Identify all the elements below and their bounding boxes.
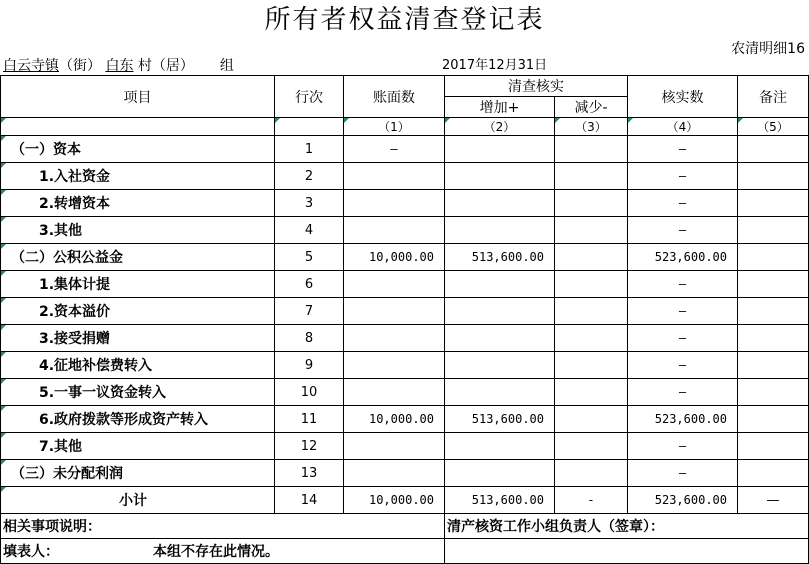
org-village: 白东 xyxy=(105,58,134,74)
col-book-header: 账面数 xyxy=(344,76,445,118)
cell-decrease xyxy=(555,190,628,217)
cell-increase: 513,600.00 xyxy=(445,487,555,514)
cell-row: 5 xyxy=(275,244,344,271)
cell-item: 1.集体计提 xyxy=(1,271,275,298)
cell-verified: — xyxy=(628,217,738,244)
num-item xyxy=(1,118,275,136)
filler-right xyxy=(445,539,809,564)
cell-book xyxy=(344,163,445,190)
notes-label: 相关事项说明： xyxy=(1,514,445,539)
cell-decrease xyxy=(555,271,628,298)
num-increase: （2） xyxy=(445,118,555,136)
cell-book xyxy=(344,433,445,460)
cell-decrease xyxy=(555,460,628,487)
cell-item: 小计 xyxy=(1,487,275,514)
table-row xyxy=(1,244,809,271)
cell-row: 8 xyxy=(275,325,344,352)
table-row xyxy=(1,190,809,217)
org-group-suffix: 组 xyxy=(219,58,234,74)
cell-decrease xyxy=(555,217,628,244)
cell-remark xyxy=(738,406,809,433)
col-increase-header: 增加+ xyxy=(445,97,555,118)
num-remark: （5） xyxy=(738,118,809,136)
cell-book xyxy=(344,190,445,217)
filler-cell xyxy=(1,539,445,564)
table-row xyxy=(1,325,809,352)
cell-verified: 523,600.00 xyxy=(628,406,738,433)
table-row xyxy=(1,433,809,460)
cell-row: 1 xyxy=(275,136,344,163)
col-verified-header: 核实数 xyxy=(628,76,738,118)
cell-increase xyxy=(445,298,555,325)
cell-remark xyxy=(738,433,809,460)
cell-row: 12 xyxy=(275,433,344,460)
cell-row: 3 xyxy=(275,190,344,217)
cell-increase xyxy=(445,163,555,190)
table-row xyxy=(1,406,809,433)
cell-verified: — xyxy=(628,352,738,379)
cell-row: 10 xyxy=(275,379,344,406)
cell-remark xyxy=(738,379,809,406)
filler-row xyxy=(1,539,809,564)
cell-book: 10,000.00 xyxy=(344,244,445,271)
cell-decrease xyxy=(555,163,628,190)
org-town-suffix: （街） xyxy=(59,58,101,74)
cell-item: （二）公积公益金 xyxy=(1,244,275,271)
cell-item: 1.入社资金 xyxy=(1,163,275,190)
cell-item: 6.政府拨款等形成资产转入 xyxy=(1,406,275,433)
cell-verified: — xyxy=(628,298,738,325)
cell-decrease: - xyxy=(555,487,628,514)
cell-book xyxy=(344,379,445,406)
cell-book xyxy=(344,352,445,379)
cell-decrease xyxy=(555,136,628,163)
cell-row: 6 xyxy=(275,271,344,298)
cell-row: 13 xyxy=(275,460,344,487)
cell-remark: — xyxy=(738,487,809,514)
col-decrease-header: 减少- xyxy=(555,97,628,118)
cell-item: 3.接受捐赠 xyxy=(1,325,275,352)
cell-book xyxy=(344,298,445,325)
header-row xyxy=(1,76,809,97)
cell-decrease xyxy=(555,379,628,406)
table-row xyxy=(1,352,809,379)
cell-verified: 523,600.00 xyxy=(628,244,738,271)
cell-item: （三）未分配利润 xyxy=(1,460,275,487)
cell-verified: — xyxy=(628,460,738,487)
cell-decrease xyxy=(555,325,628,352)
col-row-header: 行次 xyxy=(275,76,344,118)
cell-item: 5.一事一议资金转入 xyxy=(1,379,275,406)
cell-book: — xyxy=(344,136,445,163)
cell-increase xyxy=(445,190,555,217)
cell-verified: — xyxy=(628,433,738,460)
cell-increase xyxy=(445,352,555,379)
org-town: 白云寺镇 xyxy=(3,58,59,74)
filler-note: 本组不存在此情况。 xyxy=(153,544,279,560)
cell-row: 4 xyxy=(275,217,344,244)
cell-remark xyxy=(738,271,809,298)
page-title: 所有者权益清查登记表 xyxy=(264,5,545,35)
cell-verified: — xyxy=(628,325,738,352)
cell-increase xyxy=(445,433,555,460)
col-remark-header: 备注 xyxy=(738,76,809,118)
cell-increase: 513,600.00 xyxy=(445,406,555,433)
cell-increase xyxy=(445,379,555,406)
cell-increase xyxy=(445,136,555,163)
column-number-row xyxy=(1,118,809,136)
cell-remark xyxy=(738,352,809,379)
cell-remark xyxy=(738,136,809,163)
cell-item: 2.转增资本 xyxy=(1,190,275,217)
cell-remark xyxy=(738,190,809,217)
cell-remark xyxy=(738,163,809,190)
cell-decrease xyxy=(555,406,628,433)
table-row xyxy=(1,136,809,163)
cell-remark xyxy=(738,325,809,352)
leader-label: 清产核资工作小组负责人（签章）： xyxy=(445,514,809,539)
cell-remark xyxy=(738,217,809,244)
cell-verified: 523,600.00 xyxy=(628,487,738,514)
cell-decrease xyxy=(555,352,628,379)
cell-book: 10,000.00 xyxy=(344,487,445,514)
cell-book xyxy=(344,271,445,298)
form-number: 农清明细16 xyxy=(731,41,805,57)
table-row xyxy=(1,217,809,244)
cell-book xyxy=(344,217,445,244)
cell-item: 7.其他 xyxy=(1,433,275,460)
cell-decrease xyxy=(555,244,628,271)
cell-item: 4.征地补偿费转入 xyxy=(1,352,275,379)
num-row xyxy=(275,118,344,136)
cell-row: 14 xyxy=(275,487,344,514)
cell-item: 3.其他 xyxy=(1,217,275,244)
num-decrease: （3） xyxy=(555,118,628,136)
org-village-suffix: 村（居） xyxy=(137,58,194,74)
cell-verified: — xyxy=(628,190,738,217)
table-row xyxy=(1,298,809,325)
cell-row: 11 xyxy=(275,406,344,433)
table-row xyxy=(1,379,809,406)
cell-increase: 513,600.00 xyxy=(445,244,555,271)
cell-book: 10,000.00 xyxy=(344,406,445,433)
table-row xyxy=(1,271,809,298)
cell-decrease xyxy=(555,433,628,460)
cell-item: 2.资本溢价 xyxy=(1,298,275,325)
cell-book xyxy=(344,460,445,487)
cell-remark xyxy=(738,244,809,271)
cell-increase xyxy=(445,460,555,487)
cell-verified: — xyxy=(628,136,738,163)
cell-item: （一）资本 xyxy=(1,136,275,163)
cell-row: 2 xyxy=(275,163,344,190)
report-date: 2017年12月31日 xyxy=(442,58,548,73)
cell-verified: — xyxy=(628,379,738,406)
cell-verified: — xyxy=(628,271,738,298)
table-row xyxy=(1,163,809,190)
col-verify-header: 清查核实 xyxy=(445,76,628,97)
cell-remark xyxy=(738,298,809,325)
cell-row: 7 xyxy=(275,298,344,325)
cell-increase xyxy=(445,271,555,298)
filler-label: 填表人： xyxy=(3,544,59,560)
cell-increase xyxy=(445,325,555,352)
cell-decrease xyxy=(555,298,628,325)
col-item-header: 项目 xyxy=(1,76,275,118)
cell-book xyxy=(344,325,445,352)
cell-verified: — xyxy=(628,163,738,190)
cell-increase xyxy=(445,217,555,244)
cell-row: 9 xyxy=(275,352,344,379)
num-verified: （4） xyxy=(628,118,738,136)
notes-row xyxy=(1,514,809,539)
org-line xyxy=(3,57,234,75)
table-row xyxy=(1,487,809,514)
table-row xyxy=(1,460,809,487)
equity-table xyxy=(0,75,809,564)
cell-remark xyxy=(738,460,809,487)
num-book: （1） xyxy=(344,118,445,136)
